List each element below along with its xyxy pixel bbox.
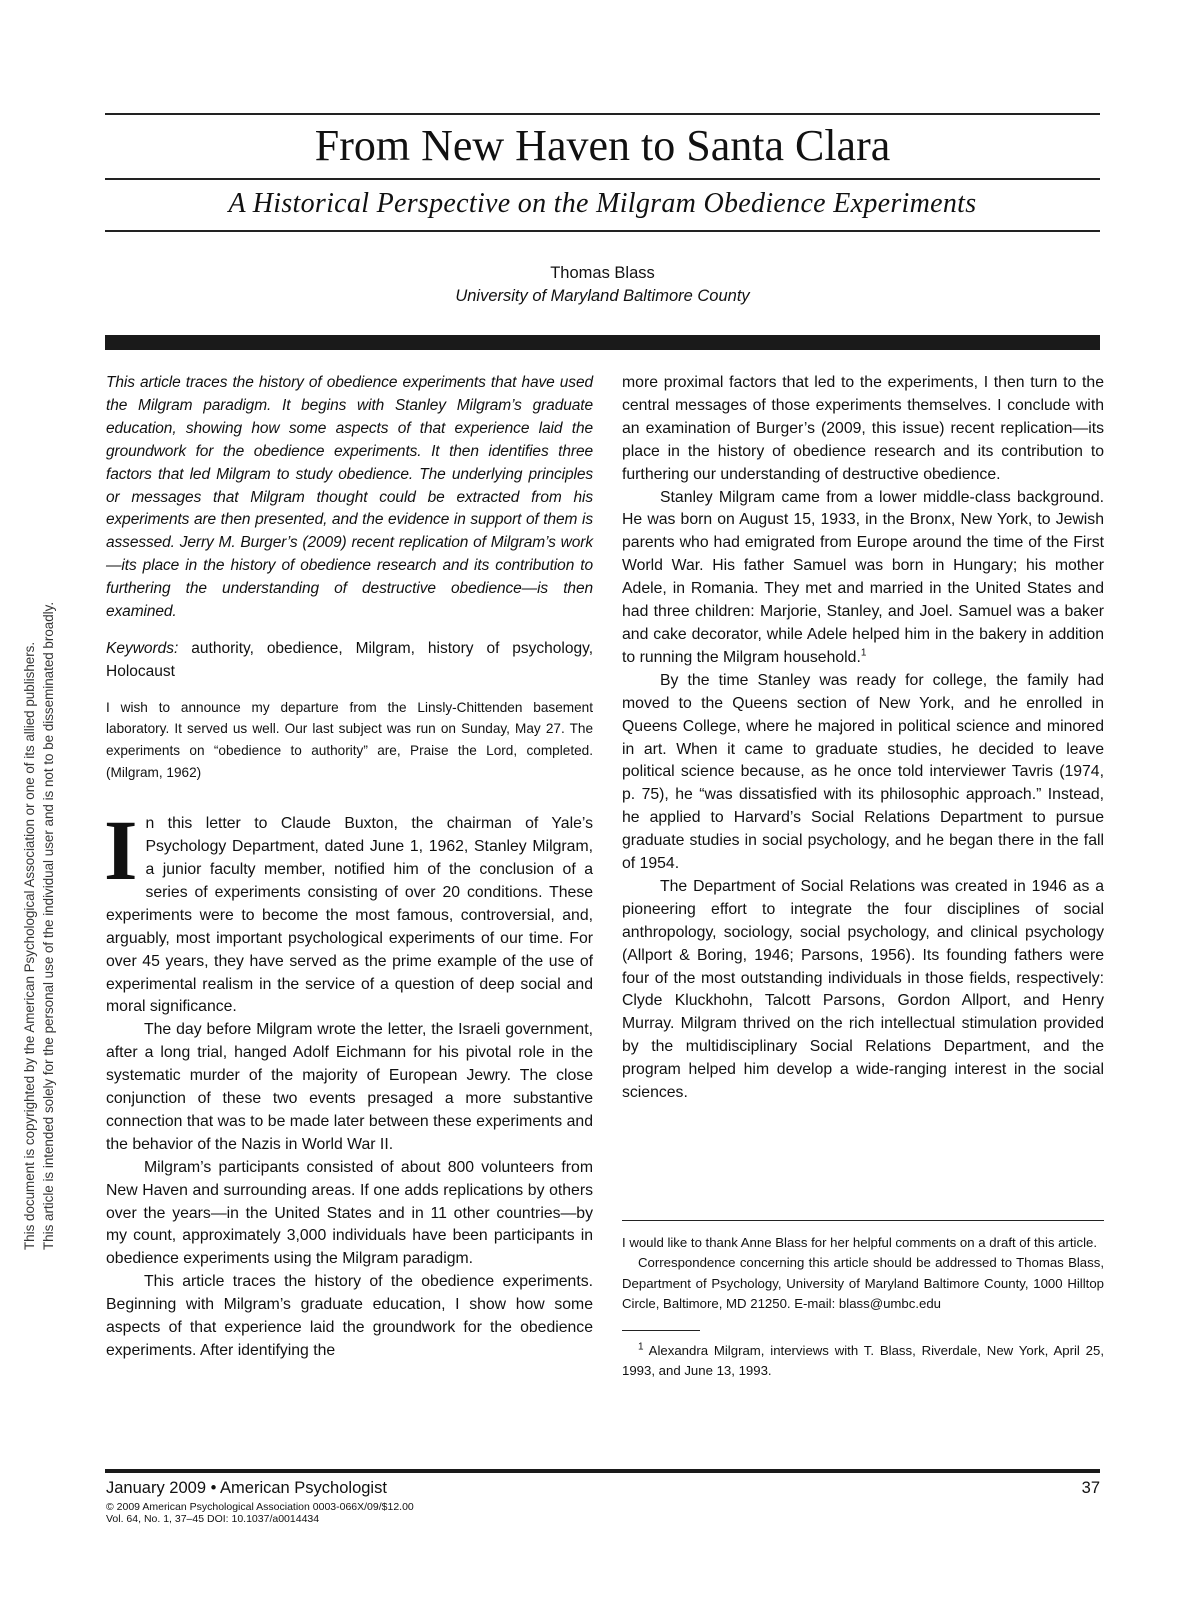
title-bottom-rule	[105, 178, 1100, 180]
paragraph-1-text: n this letter to Claude Buxton, the chairman of Yale’s Psychology Department, dated June 1, 1962, Stanley Milgram, a junior faculty member, notified him of the conclusion of a series of experiments consisting of over 20 conditions. These experiments were to become the most famous, controversial, and, arguably, most important psychological experiments of our time. For over 45 years, they have served as the prime example of the use of experimental realism in the service of a question of deep social and moral significance.	[106, 815, 593, 1016]
article-title: From New Haven to Santa Clara	[314, 121, 891, 170]
article-subtitle: A Historical Perspective on the Milgram Obedience Experiments	[228, 188, 977, 219]
keywords	[106, 638, 593, 684]
author-name: Thomas Blass	[550, 264, 655, 282]
copyright-side-notice	[20, 390, 58, 1250]
header-thick-bar	[105, 335, 1100, 350]
author-affiliation: University of Maryland Baltimore County	[455, 287, 750, 305]
footnote-reference: 1	[860, 647, 867, 659]
body-paragraph-5	[622, 487, 1104, 670]
notes-divider	[622, 1220, 1104, 1221]
abstract: This article traces the history of obedience experiments that have used the Milgram paradigm. It begins with Stanley Milgram’s graduate education, showing how some aspects of that experience laid the groundwork for the obedience experiments. It then identifies three factors that led Milgram to study obedience. The underlying principles or messages that Milgram thought could be extracted from his experiments are then presented, and the evidence in support of them is assessed. Jerry M. Burger’s (2009) recent replication of Milgram’s work—its place in the history of obedience research and its contribution to furthering the understanding of destructive obedience—is then examined.	[106, 374, 593, 621]
copyright-line: © 2009 American Psychological Association 0003-066X/09/$12.00	[106, 1501, 414, 1513]
acknowledgment-note: I would like to thank Anne Blass for her helpful comments on a draft of this article.	[622, 1235, 1097, 1250]
body-paragraph-4: This article traces the history of the obedience experiments. Beginning with Milgram’s graduate education, I show how some aspects of that experience laid the groundwork for the obedience experiments. After identifying the	[106, 1273, 593, 1359]
page-number: 37	[1081, 1479, 1100, 1497]
epigraph-quote: I wish to announce my departure from the Linsly-Chittenden basement laboratory. It served us well. Our last subject was run on Sunday, May 27. The experiments on “obedience to authority” are, Praise the Lord, completed. (Milgram, 1962)	[106, 699, 593, 780]
footnote-1	[622, 1341, 1104, 1382]
paragraph-5-text: Stanley Milgram came from a lower middle-class background. He was born on August 15, 1933, in the Bronx, New York, to Jewish parents who had emigrated from Europe around the time of the First World War. His father Samuel was born in Hungary; his mother Adele, in Romania. They met and married in the United States and had three children: Marjorie, Stanley, and Joel. Samuel was a baker and cake decorator, while Adele helped him in the bakery in addition to running the Milgram household.	[622, 488, 1104, 666]
side-notice-line-1: This document is copyrighted by the American Psychological Association or one of its allied publishers.	[22, 641, 37, 1250]
footnote-1-text: Alexandra Milgram, interviews with T. Blass, Riverdale, New York, April 25, 1993, and June 13, 1993.	[622, 1342, 1104, 1379]
left-column	[106, 372, 593, 1363]
side-notice-line-2: This article is intended solely for the personal use of the individual user and is not to be disseminated broadly.	[41, 601, 56, 1250]
volume-doi-line: Vol. 64, No. 1, 37–45 DOI: 10.1037/a0014434	[106, 1513, 320, 1525]
footnote-mark: 1	[638, 1341, 644, 1353]
author-notes	[622, 1233, 1104, 1381]
right-column	[622, 372, 1104, 1105]
keywords-text: authority, obedience, Milgram, history of psychology, Holocaust	[106, 639, 593, 680]
body-paragraph-3: Milgram’s participants consisted of about 800 volunteers from New Haven and surrounding areas. If one adds replications by others over the years—in the United States and in 11 other countries—by my count, approximately 3,000 individuals have been participants in obedience experiments using the Milgram paradigm.	[106, 1158, 593, 1268]
body-paragraph-1	[104, 802, 593, 1019]
footnote-divider	[622, 1330, 700, 1331]
keywords-label: Keywords:	[106, 639, 179, 657]
body-paragraph-4-continued: more proximal factors that led to the experiments, I then turn to the central messages of those experiments themselves. I conclude with an examination of Burger’s (2009, this issue) recent replication—its place in the history of obedience research and its contribution to furthering our understanding of destructive obedience.	[622, 374, 1104, 483]
footer-journal-info: January 2009 • American Psychologist	[106, 1479, 387, 1497]
correspondence-note: Correspondence concerning this article should be addressed to Thomas Blass, Department of Psychology, University of Maryland Baltimore County, 1000 Hilltop Circle, Baltimore, MD 21250. E-mail: blass@umbc.edu	[622, 1255, 1104, 1312]
subtitle-bottom-rule	[105, 230, 1100, 232]
footer-rule	[105, 1469, 1100, 1473]
body-paragraph-2: The day before Milgram wrote the letter, the Israeli government, after a long trial, hanged Adolf Eichmann for his pivotal role in the systematic murder of the majority of European Jewry. The close conjunction of these two events presaged a more substantive connection that was to be made later between these experiments and the behavior of the Nazis in World War II.	[106, 1021, 593, 1153]
body-paragraph-6: By the time Stanley was ready for college, the family had moved to the Queens section of New York, and he enrolled in Queens College, where he majored in political science and minored in art. When it came to graduate studies, he decided to leave political science because, as he once told interviewer Tavris (1974, p. 75), he “was dissatisfied with its philosophic approach.” Instead, he applied to Harvard’s Social Relations Department to pursue graduate studies in social psychology, and he began there in the fall of 1954.	[622, 671, 1104, 873]
title-top-rule	[105, 113, 1100, 115]
drop-cap: I	[104, 802, 138, 899]
body-paragraph-7: The Department of Social Relations was created in 1946 as a pioneering effort to integrate the four disciplines of social anthropology, sociology, social psychology, and clinical psychology (Allport & Boring, 1946; Parsons, 1956). Its founding fathers were four of the most outstanding individuals in those fields, respectively: Clyde Kluckhohn, Talcott Parsons, Gordon Allport, and Henry Murray. Milgram thrived on the rich intellectual stimulation provided by the multidisciplinary Social Relations Department, and the program helped him develop a wide-ranging interest in the social sciences.	[622, 877, 1104, 1102]
